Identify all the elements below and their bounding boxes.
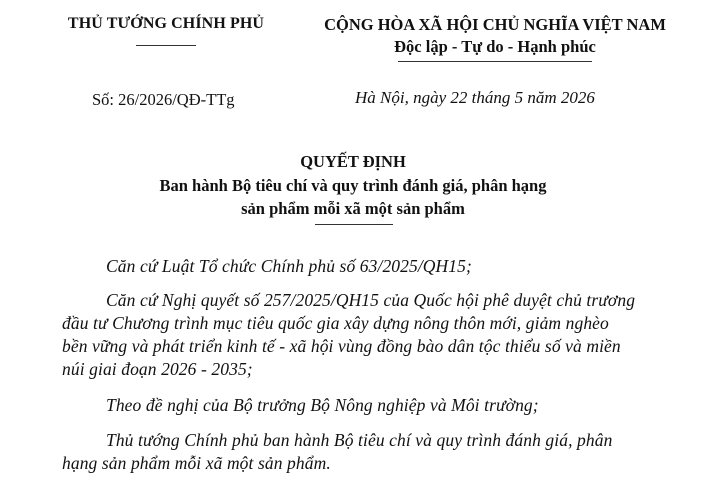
legal-basis-line: bền vững và phát triển kinh tế - xã hội vùng đồng bào dân tộc thiểu số và miền bbox=[62, 336, 621, 356]
legal-basis-line: núi giai đoạn 2026 - 2035; bbox=[62, 359, 253, 379]
place-and-date: Hà Nội, ngày 22 tháng 5 năm 2026 bbox=[355, 88, 595, 107]
proposal-line: Theo đề nghị của Bộ trưởng Bộ Nông nghiệp và Môi trường; bbox=[106, 395, 539, 415]
subtitle-underline bbox=[315, 224, 393, 225]
issuer-underline bbox=[136, 45, 196, 46]
motto-underline bbox=[398, 61, 592, 62]
document-subtitle-line: sản phẩm mỗi xã một sản phẩm bbox=[241, 199, 465, 218]
issuing-authority: THỦ TƯỚNG CHÍNH PHỦ bbox=[67, 15, 265, 32]
legal-basis-line: đầu tư Chương trình mục tiêu quốc gia xây dựng nông thôn mới, giảm nghèo bbox=[62, 313, 609, 333]
document-subtitle-line: Ban hành Bộ tiêu chí và quy trình đánh giá, phân hạng bbox=[159, 176, 547, 195]
document-number: Số: 26/2026/QĐ-TTg bbox=[92, 90, 235, 109]
legal-basis-line: Căn cứ Luật Tổ chức Chính phủ số 63/2025/QH15; bbox=[106, 256, 472, 276]
decision-line: Thủ tướng Chính phủ ban hành Bộ tiêu chí và quy trình đánh giá, phân bbox=[106, 430, 613, 450]
national-motto: Độc lập - Tự do - Hạnh phúc bbox=[394, 37, 596, 56]
legal-basis-line: Căn cứ Nghị quyết số 257/2025/QH15 của Quốc hội phê duyệt chủ trương bbox=[106, 290, 636, 310]
national-title: CỘNG HÒA XÃ HỘI CHỦ NGHĨA VIỆT NAM bbox=[324, 15, 666, 34]
decision-line: hạng sản phẩm mỗi xã một sản phẩm. bbox=[62, 453, 331, 473]
document-title: QUYẾT ĐỊNH bbox=[300, 152, 406, 171]
